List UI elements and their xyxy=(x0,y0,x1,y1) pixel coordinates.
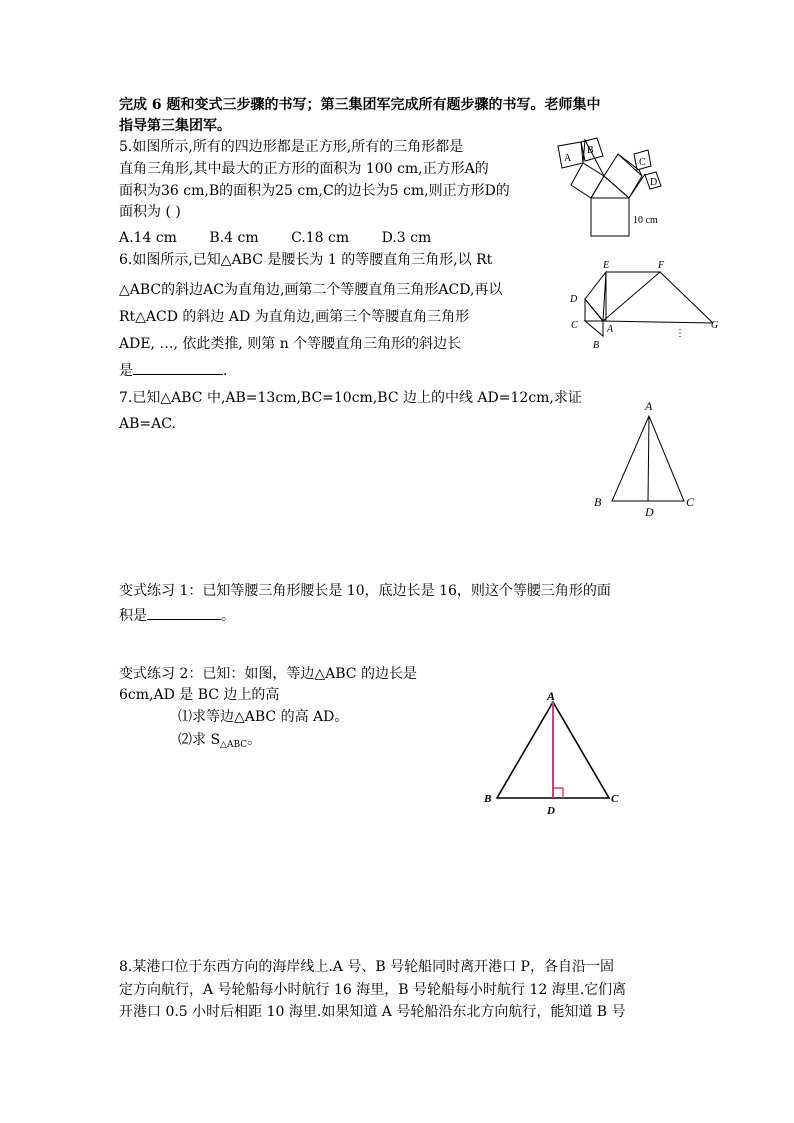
q6-label-c: C xyxy=(571,320,578,331)
q5-line-2: 直角三角形,其中最大的正方形的面积为 100 cm,正方形A的 xyxy=(119,161,489,177)
q6-label-d: D xyxy=(570,294,578,305)
q8-line-3: 开港口 0.5 小时后相距 10 海里.如果知道 A 号轮船沿东北方向航行，能知道 B 号 xyxy=(119,1004,626,1020)
intro-line-1: 完成 6 题和变式三步骤的书写；第三集团军完成所有题步骤的书写。老师集中 xyxy=(119,97,601,113)
q6-triangles-figure xyxy=(565,256,730,354)
q6-segment-fg xyxy=(660,272,713,323)
q5-left-square xyxy=(571,163,604,198)
ex2-label-b: B xyxy=(484,793,492,805)
q5-right-square xyxy=(604,154,642,198)
q5-largest-square xyxy=(591,198,629,236)
ex1-answer-blank xyxy=(147,605,221,620)
q6-line-5 xyxy=(119,360,227,381)
q6-line-4: ADE, …, 依此类推, 则第 n 个等腰直角三角形的斜边长 xyxy=(119,336,462,352)
q6-triangle-ade xyxy=(585,272,606,321)
q6-answer-blank xyxy=(133,360,223,375)
q5-label-c: C xyxy=(639,157,646,168)
intro-line-2: 指导第三集团军。 xyxy=(119,118,231,134)
ex2-item2-suffix: 。 xyxy=(247,732,262,748)
q6-label-g: G xyxy=(711,320,719,331)
q7-line-2: AB=AC. xyxy=(119,416,176,432)
q6-triangle-aef xyxy=(603,272,660,321)
q5-line-3: 面积为36 cm,B的面积为25 cm,C的边长为5 cm,则正方形D的 xyxy=(119,183,510,199)
ex1-line2-prefix: 积是 xyxy=(119,608,147,624)
q6-label-f: F xyxy=(658,260,665,271)
q5-option-b: B.4 cm xyxy=(209,230,259,246)
ex2-item2-prefix: ⑵求 S xyxy=(178,732,221,748)
q8-line-1: 8.某港口位于东西方向的海岸线上.A 号、B 号轮船同时离开港口 P，各自沿一固 xyxy=(119,959,614,975)
ex2-item-1: ⑴求等边△ABC 的高 AD。 xyxy=(178,709,349,725)
q6-triangle-abc xyxy=(585,321,603,336)
q5-option-a: A.14 cm xyxy=(119,230,177,246)
ex2-equilateral-triangle-figure xyxy=(480,686,630,818)
ex1-line-2 xyxy=(119,605,235,626)
q5-squares-figure xyxy=(545,130,675,242)
ex1-line-1: 变式练习 1：已知等腰三角形腰长是 10，底边长是 16，则这个等腰三角形的面 xyxy=(119,583,611,599)
q6-label-e: E xyxy=(603,260,610,271)
q7-label-b: B xyxy=(594,495,602,509)
q6-line-3: Rt△ACD 的斜边 AD 为直角边,画第三个等腰直角三角形 xyxy=(119,309,470,325)
q5-option-d: D.3 cm xyxy=(381,230,432,246)
q6-end-suffix: . xyxy=(223,363,228,379)
q6-base-ag xyxy=(603,321,713,323)
q6-label-b: B xyxy=(593,340,600,351)
ex2-label-a: A xyxy=(547,689,556,703)
q6-end-prefix: 是 xyxy=(119,363,133,379)
q6-label-a: A xyxy=(607,324,614,335)
ex2-line-1: 变式练习 2：已知：如图，等边△ABC 的边长是 xyxy=(119,666,417,682)
q7-line-1: 7.已知△ABC 中,AB=13cm,BC=10cm,BC 边上的中线 AD=12cm,求证 xyxy=(119,390,582,406)
q5-label-d: D xyxy=(650,177,658,188)
q5-line-1: 5.如图所示,所有的四边形都是正方形,所有的三角形都是 xyxy=(119,139,464,155)
ex2-label-c: C xyxy=(611,793,619,805)
q5-options xyxy=(119,229,431,248)
q5-label-b: B xyxy=(587,145,594,156)
ex2-item2-sub: △ABC xyxy=(220,740,248,750)
ex2-item-2 xyxy=(178,731,261,752)
q7-label-d: D xyxy=(645,505,654,518)
q8-line-2: 定方向航行，A 号轮船每小时航行 16 海里，B 号轮船每小时航行 12 海里.它们离 xyxy=(119,982,627,998)
q5-option-c: C.18 cm xyxy=(291,230,350,246)
q5-label-length: 10 cm xyxy=(633,215,658,226)
q7-median-ad xyxy=(648,416,649,501)
ex2-right-angle-mark xyxy=(553,788,563,798)
q7-label-a: A xyxy=(645,399,653,413)
ex2-label-d: D xyxy=(547,805,555,817)
q6-line-2: △ABC的斜边AC为直角边,画第二个等腰直角三角形ACD,再以 xyxy=(119,282,503,298)
ex1-line2-suffix: 。 xyxy=(221,608,235,624)
q6-line-1: 6.如图所示,已知△ABC 是腰长为 1 的等腰直角三角形,以 Rt xyxy=(119,252,493,268)
q6-dots: ⋮ xyxy=(675,328,685,339)
q7-label-c: C xyxy=(686,495,695,509)
q7-triangle-figure xyxy=(590,398,700,518)
ex2-line-2: 6cm,AD 是 BC 边上的高 xyxy=(119,687,280,703)
q5-label-a: A xyxy=(564,153,572,164)
q5-line-4: 面积为 ( ) xyxy=(119,204,181,220)
